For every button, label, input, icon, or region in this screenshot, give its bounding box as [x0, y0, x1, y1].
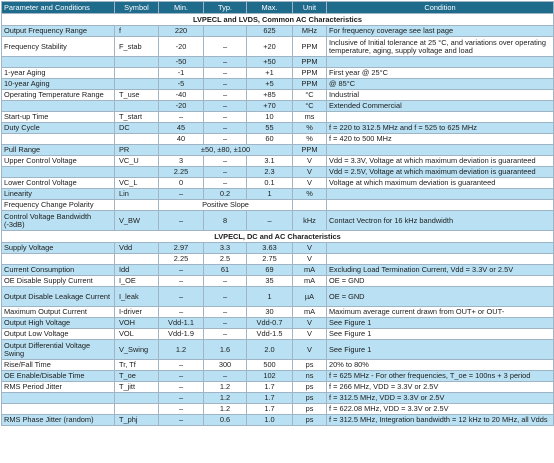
typ-cell: 0.6 — [204, 415, 247, 426]
max-cell: +85 — [247, 90, 293, 101]
parameter-cell: 1-year Aging — [2, 68, 115, 79]
condition-cell: Extended Commercial — [327, 101, 554, 112]
min-cell: 2.97 — [159, 243, 204, 254]
max-cell: +1 — [247, 68, 293, 79]
typ-cell: – — [204, 307, 247, 318]
unit-cell — [293, 200, 327, 211]
condition-cell: See Figure 1 — [327, 340, 554, 360]
typ-cell: 61 — [204, 265, 247, 276]
unit-cell: % — [293, 134, 327, 145]
condition-cell: Vdd = 2.5V, Voltage at which maximum deviation is guaranteed — [327, 167, 554, 178]
table-row — [2, 200, 554, 211]
table-row — [2, 382, 554, 393]
typ-cell: – — [204, 79, 247, 90]
min-cell: – — [159, 276, 204, 287]
typ-cell: – — [204, 287, 247, 307]
condition-cell: 20% to 80% — [327, 360, 554, 371]
condition-cell: f = 420 to 500 MHz — [327, 134, 554, 145]
unit-cell: V — [293, 340, 327, 360]
table-row — [2, 318, 554, 329]
max-cell: 10 — [247, 112, 293, 123]
parameter-cell: Output Differential Voltage Swing — [2, 340, 115, 360]
parameter-cell: Operating Temperature Range — [2, 90, 115, 101]
unit-cell: °C — [293, 90, 327, 101]
table-row — [2, 178, 554, 189]
parameter-cell: OE Enable/Disable Time — [2, 371, 115, 382]
condition-cell — [327, 57, 554, 68]
parameter-cell: Duty Cycle — [2, 123, 115, 134]
table-row — [2, 68, 554, 79]
unit-cell: mA — [293, 265, 327, 276]
unit-cell: ms — [293, 112, 327, 123]
table-body — [2, 14, 554, 426]
parameter-cell: Frequency Stability — [2, 37, 115, 57]
unit-cell: V — [293, 156, 327, 167]
symbol-cell: T_jitt — [115, 382, 159, 393]
symbol-cell: V_BW — [115, 211, 159, 231]
symbol-cell: F_stab — [115, 37, 159, 57]
condition-cell — [327, 200, 554, 211]
parameter-cell: OE Disable Supply Current — [2, 276, 115, 287]
unit-cell: V — [293, 243, 327, 254]
parameter-cell: 10-year Aging — [2, 79, 115, 90]
unit-cell: PPM — [293, 145, 327, 156]
header-row — [2, 2, 554, 14]
symbol-cell: I_leak — [115, 287, 159, 307]
unit-cell: ps — [293, 382, 327, 393]
typ-cell: – — [204, 178, 247, 189]
parameter-cell — [2, 57, 115, 68]
condition-cell: Maximum average current drawn from OUT+ or OUT- — [327, 307, 554, 318]
max-cell: 2.0 — [247, 340, 293, 360]
condition-cell: OE = GND — [327, 276, 554, 287]
table-row — [2, 90, 554, 101]
condition-cell: @ 85°C — [327, 79, 554, 90]
min-cell: 1.2 — [159, 340, 204, 360]
typ-cell: – — [204, 68, 247, 79]
table-row — [2, 189, 554, 200]
unit-cell: V — [293, 178, 327, 189]
unit-cell: MHz — [293, 26, 327, 37]
table-row — [2, 134, 554, 145]
parameter-cell: Upper Control Voltage — [2, 156, 115, 167]
parameter-cell: Start-up Time — [2, 112, 115, 123]
unit-cell: PPM — [293, 68, 327, 79]
table-row — [2, 404, 554, 415]
min-cell: – — [159, 189, 204, 200]
typ-cell — [204, 26, 247, 37]
merged-value-cell: Positive Slope — [159, 200, 293, 211]
typ-cell: – — [204, 371, 247, 382]
parameter-cell: Output Frequency Range — [2, 26, 115, 37]
condition-cell: f = 312.5 MHz, Integration bandwidth = 12 kHz to 20 MHz, all Vdds — [327, 415, 554, 426]
table-row — [2, 393, 554, 404]
min-cell: 0 — [159, 178, 204, 189]
min-cell: – — [159, 371, 204, 382]
max-cell: 35 — [247, 276, 293, 287]
symbol-cell: VOL — [115, 329, 159, 340]
table-row — [2, 307, 554, 318]
symbol-cell: T_oe — [115, 371, 159, 382]
min-cell: – — [159, 265, 204, 276]
typ-cell: 1.2 — [204, 382, 247, 393]
min-cell: -20 — [159, 37, 204, 57]
max-cell: 2.3 — [247, 167, 293, 178]
parameter-cell: Output Low Voltage — [2, 329, 115, 340]
unit-cell: V — [293, 329, 327, 340]
max-cell: 0.1 — [247, 178, 293, 189]
unit-cell: µA — [293, 287, 327, 307]
max-cell: +20 — [247, 37, 293, 57]
section-heading-row — [2, 14, 554, 26]
parameter-cell: Output Disable Leakage Current — [2, 287, 115, 307]
typ-cell: 1.2 — [204, 404, 247, 415]
symbol-cell: I_OE — [115, 276, 159, 287]
max-cell: 1.0 — [247, 415, 293, 426]
min-cell: 40 — [159, 134, 204, 145]
typ-cell: – — [204, 57, 247, 68]
table-row — [2, 243, 554, 254]
typ-cell: – — [204, 318, 247, 329]
table-row — [2, 79, 554, 90]
min-cell: -5 — [159, 79, 204, 90]
min-cell: 220 — [159, 26, 204, 37]
unit-cell: PPM — [293, 79, 327, 90]
max-cell: Vdd-0.7 — [247, 318, 293, 329]
max-cell: 69 — [247, 265, 293, 276]
table-row — [2, 287, 554, 307]
symbol-cell: VOH — [115, 318, 159, 329]
max-cell: +70 — [247, 101, 293, 112]
section-heading: LVPECL, DC and AC Characteristics — [2, 231, 554, 243]
min-cell: -40 — [159, 90, 204, 101]
table-header — [2, 2, 554, 14]
section-heading-row — [2, 231, 554, 243]
symbol-cell — [115, 101, 159, 112]
max-cell: 55 — [247, 123, 293, 134]
condition-cell: OE = GND — [327, 287, 554, 307]
spec-table — [1, 1, 554, 426]
merged-value-cell: ±50, ±80, ±100 — [159, 145, 293, 156]
header-typ: Typ. — [204, 2, 247, 14]
unit-cell: ps — [293, 393, 327, 404]
min-cell: – — [159, 287, 204, 307]
condition-cell — [327, 145, 554, 156]
parameter-cell — [2, 404, 115, 415]
parameter-cell: RMS Period Jitter — [2, 382, 115, 393]
min-cell: – — [159, 415, 204, 426]
max-cell: 102 — [247, 371, 293, 382]
unit-cell: V — [293, 167, 327, 178]
parameter-cell — [2, 254, 115, 265]
unit-cell: ps — [293, 360, 327, 371]
symbol-cell: I-driver — [115, 307, 159, 318]
condition-cell — [327, 189, 554, 200]
table-row — [2, 329, 554, 340]
symbol-cell — [115, 167, 159, 178]
parameter-cell — [2, 134, 115, 145]
min-cell: -50 — [159, 57, 204, 68]
parameter-cell — [2, 393, 115, 404]
min-cell: 2.25 — [159, 254, 204, 265]
symbol-cell: f — [115, 26, 159, 37]
min-cell: -1 — [159, 68, 204, 79]
condition-cell: Excluding Load Termination Current, Vdd = 3.3V or 2.5V — [327, 265, 554, 276]
typ-cell: – — [204, 276, 247, 287]
typ-cell: – — [204, 167, 247, 178]
unit-cell: °C — [293, 101, 327, 112]
typ-cell: – — [204, 90, 247, 101]
table-row — [2, 265, 554, 276]
max-cell: Vdd-1.5 — [247, 329, 293, 340]
condition-cell: See Figure 1 — [327, 329, 554, 340]
condition-cell — [327, 243, 554, 254]
max-cell: +50 — [247, 57, 293, 68]
header-symbol: Symbol — [115, 2, 159, 14]
max-cell: 30 — [247, 307, 293, 318]
symbol-cell: T_use — [115, 90, 159, 101]
unit-cell: V — [293, 254, 327, 265]
parameter-cell: Maximum Output Current — [2, 307, 115, 318]
max-cell: 1 — [247, 189, 293, 200]
min-cell: -20 — [159, 101, 204, 112]
symbol-cell: V_Swing — [115, 340, 159, 360]
symbol-cell: DC — [115, 123, 159, 134]
section-heading: LVPECL and LVDS, Common AC Characteristics — [2, 14, 554, 26]
condition-cell — [327, 112, 554, 123]
max-cell: 1.7 — [247, 393, 293, 404]
table-row — [2, 123, 554, 134]
min-cell: Vdd-1.1 — [159, 318, 204, 329]
condition-cell: For frequency coverage see last page — [327, 26, 554, 37]
header-condition: Condition — [327, 2, 554, 14]
condition-cell: f = 266 MHz, VDD = 3.3V or 2.5V — [327, 382, 554, 393]
symbol-cell — [115, 404, 159, 415]
condition-cell — [327, 254, 554, 265]
symbol-cell — [115, 68, 159, 79]
max-cell: 2.75 — [247, 254, 293, 265]
typ-cell: – — [204, 101, 247, 112]
parameter-cell: Pull Range — [2, 145, 115, 156]
header-max: Max. — [247, 2, 293, 14]
condition-cell: f = 220 to 312.5 MHz and f = 525 to 625 MHz — [327, 123, 554, 134]
header-parameter: Parameter and Conditions — [2, 2, 115, 14]
max-cell: 625 — [247, 26, 293, 37]
condition-cell: f = 625 MHz - For other frequencies, T_oe = 100ns + 3 period — [327, 371, 554, 382]
header-unit: Unit — [293, 2, 327, 14]
symbol-cell: Vdd — [115, 243, 159, 254]
symbol-cell — [115, 254, 159, 265]
max-cell: +5 — [247, 79, 293, 90]
parameter-cell: Output High Voltage — [2, 318, 115, 329]
max-cell: 1.7 — [247, 382, 293, 393]
unit-cell: mA — [293, 276, 327, 287]
parameter-cell: Linearity — [2, 189, 115, 200]
symbol-cell: PR — [115, 145, 159, 156]
condition-cell: f = 312.5 MHz, VDD = 3.3V or 2.5V — [327, 393, 554, 404]
parameter-cell: Rise/Fall Time — [2, 360, 115, 371]
table-row — [2, 37, 554, 57]
symbol-cell — [115, 79, 159, 90]
parameter-cell: Lower Control Voltage — [2, 178, 115, 189]
parameter-cell: Supply Voltage — [2, 243, 115, 254]
symbol-cell — [115, 134, 159, 145]
max-cell: 60 — [247, 134, 293, 145]
condition-cell: Industrial — [327, 90, 554, 101]
typ-cell: – — [204, 156, 247, 167]
table-row — [2, 371, 554, 382]
condition-cell: Inclusive of Initial tolerance at 25 °C, and variations over operating temperature, aging, supply voltage and load — [327, 37, 554, 57]
symbol-cell: Tr, Tf — [115, 360, 159, 371]
condition-cell: First year @ 25°C — [327, 68, 554, 79]
unit-cell: ns — [293, 371, 327, 382]
condition-cell: See Figure 1 — [327, 318, 554, 329]
typ-cell: – — [204, 329, 247, 340]
symbol-cell — [115, 57, 159, 68]
condition-cell: f = 622.08 MHz, VDD = 3.3V or 2.5V — [327, 404, 554, 415]
header-min: Min. — [159, 2, 204, 14]
min-cell: Vdd-1.9 — [159, 329, 204, 340]
typ-cell: – — [204, 123, 247, 134]
typ-cell: 3.3 — [204, 243, 247, 254]
max-cell: 3.63 — [247, 243, 293, 254]
typ-cell: – — [204, 134, 247, 145]
min-cell: – — [159, 404, 204, 415]
min-cell: – — [159, 112, 204, 123]
unit-cell: ps — [293, 415, 327, 426]
typ-cell: 0.2 — [204, 189, 247, 200]
min-cell: – — [159, 307, 204, 318]
symbol-cell: VC_U — [115, 156, 159, 167]
unit-cell: mA — [293, 307, 327, 318]
table-row — [2, 145, 554, 156]
table-row — [2, 360, 554, 371]
min-cell: – — [159, 360, 204, 371]
unit-cell: % — [293, 189, 327, 200]
typ-cell: – — [204, 112, 247, 123]
unit-cell: ps — [293, 404, 327, 415]
min-cell: – — [159, 393, 204, 404]
min-cell: 3 — [159, 156, 204, 167]
parameter-cell: Control Voltage Bandwidth (-3dB) — [2, 211, 115, 231]
table-row — [2, 211, 554, 231]
typ-cell: 8 — [204, 211, 247, 231]
table-row — [2, 276, 554, 287]
unit-cell: V — [293, 318, 327, 329]
symbol-cell: VC_L — [115, 178, 159, 189]
table-row — [2, 415, 554, 426]
unit-cell: % — [293, 123, 327, 134]
symbol-cell: T_phj — [115, 415, 159, 426]
table-row — [2, 101, 554, 112]
symbol-cell — [115, 393, 159, 404]
table-row — [2, 340, 554, 360]
table-row — [2, 26, 554, 37]
max-cell: – — [247, 211, 293, 231]
min-cell: – — [159, 382, 204, 393]
condition-cell: Voltage at which maximum deviation is guaranteed — [327, 178, 554, 189]
typ-cell: 300 — [204, 360, 247, 371]
table-row — [2, 57, 554, 68]
parameter-cell: Frequency Change Polarity — [2, 200, 115, 211]
parameter-cell — [2, 101, 115, 112]
symbol-cell: T_start — [115, 112, 159, 123]
condition-cell: Contact Vectron for 16 kHz bandwidth — [327, 211, 554, 231]
typ-cell: 1.2 — [204, 393, 247, 404]
table-row — [2, 156, 554, 167]
symbol-cell: Lin — [115, 189, 159, 200]
table-row — [2, 112, 554, 123]
max-cell: 500 — [247, 360, 293, 371]
parameter-cell — [2, 167, 115, 178]
symbol-cell — [115, 200, 159, 211]
min-cell: 45 — [159, 123, 204, 134]
table-row — [2, 167, 554, 178]
table-row — [2, 254, 554, 265]
typ-cell: – — [204, 37, 247, 57]
condition-cell: Vdd = 3.3V, Voltage at which maximum deviation is guaranteed — [327, 156, 554, 167]
max-cell: 3.1 — [247, 156, 293, 167]
typ-cell: 2.5 — [204, 254, 247, 265]
unit-cell: PPM — [293, 57, 327, 68]
unit-cell: PPM — [293, 37, 327, 57]
min-cell: 2.25 — [159, 167, 204, 178]
unit-cell: kHz — [293, 211, 327, 231]
parameter-cell: RMS Phase Jitter (random) — [2, 415, 115, 426]
typ-cell: 1.6 — [204, 340, 247, 360]
max-cell: 1 — [247, 287, 293, 307]
max-cell: 1.7 — [247, 404, 293, 415]
symbol-cell: Idd — [115, 265, 159, 276]
min-cell: – — [159, 211, 204, 231]
parameter-cell: Current Consumption — [2, 265, 115, 276]
